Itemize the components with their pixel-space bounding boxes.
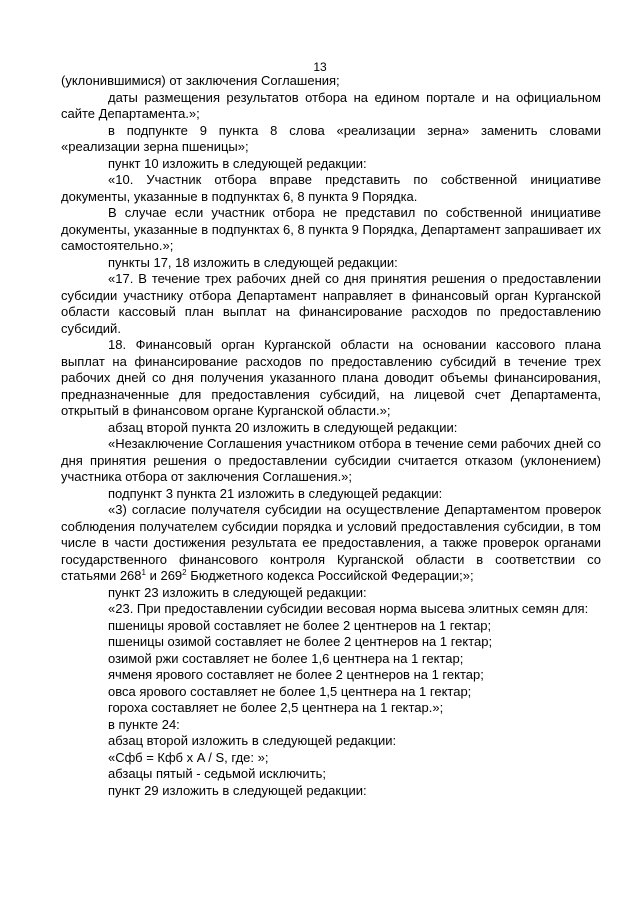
paragraph: пункт 29 изложить в следующей редакции: — [108, 782, 367, 798]
paragraph: в пункте 24: — [108, 716, 180, 732]
paragraph: в подпункте 9 пункта 8 слова «реализации зерна» заменить словами «реализации зерна пшеницы»; — [61, 122, 601, 154]
formula-line: «Сфб = Кфб х A / S, где: »; — [108, 749, 269, 765]
paragraph: абзацы пятый - седьмой исключить; — [108, 766, 327, 781]
list-item: ячменя ярового составляет не более 2 центнеров на 1 гектар; — [108, 667, 484, 682]
paragraph: пункты 17, 18 изложить в следующей редакции: — [108, 254, 398, 270]
paragraph: «10. Участник отбора вправе представить по собственной инициативе документы, указанные в подпунктах 6, 8 пункта 9 Порядка. — [61, 172, 601, 204]
paragraph-text: и 269 — [145, 568, 183, 583]
paragraph: (уклонившимися) от заключения Соглашения; — [61, 73, 340, 88]
paragraph-text: Бюджетного кодекса Российской Федерации;»; — [186, 568, 474, 583]
paragraph: В случае если участник отбора не представил по собственной инициативе документы, указанные в подпунктах 6, 8 пункта 9 Порядка, Департамент запрашивает их самостоятельно.»; — [61, 205, 601, 253]
paragraph-text: «3) согласие получателя субсидии на осуществление Департаментом проверок соблюдения получателем субсидии порядка и условий предоставления субсидии, в том числе в части достижения результата ее предоставления, а также проверок органами государственного финансового контроля Курганской области в соответствии со статьями 268 — [61, 502, 601, 583]
document-body — [61, 73, 601, 799]
paragraph: абзац второй пункта 20 изложить в следующей редакции: — [108, 419, 458, 435]
paragraph: «Незаключение Соглашения участником отбора в течение семи рабочих дней со дня принятия решения о предоставлении субсидии считается отказом (уклонением) участника отбора от заключения Соглашения.»; — [61, 436, 601, 484]
list-item: пшеницы озимой составляет не более 2 центнеров на 1 гектар; — [108, 634, 493, 649]
paragraph: даты размещения результатов отбора на едином портале и на официальном сайте Департамента.»; — [61, 89, 601, 121]
paragraph: пункт 10 изложить в следующей редакции: — [108, 155, 367, 171]
list-item: овса ярового составляет не более 1,5 центнера на 1 гектар; — [108, 683, 472, 699]
paragraph: пункт 23 изложить в следующей редакции: — [108, 584, 367, 600]
superscript: 2 — [182, 568, 187, 577]
paragraph-with-footnotes — [61, 502, 601, 585]
paragraph: «23. При предоставлении субсидии весовая норма высева элитных семян для: — [108, 601, 589, 616]
list-item: гороха составляет не более 2,5 центнера на 1 гектар.»; — [108, 700, 444, 715]
paragraph: 18. Финансовый орган Курганской области на основании кассового плана выплат на финансирование расходов по предоставлению субсидий в течение трех рабочих дней со дня получения указанного плана доводит объемы финансирования, предназначенные для предоставления субсидий, на лицевой счет Департамента, открытый в финансовом органе Курганской области.»; — [61, 337, 601, 418]
superscript: 1 — [141, 568, 146, 577]
paragraph: абзац второй изложить в следующей редакции: — [108, 733, 397, 748]
paragraph: «17. В течение трех рабочих дней со дня принятия решения о предоставлении субсидии участнику отбора Департамент направляет в финансовый орган Курганской области кассовый план выплат на финансирование расходов по предоставлению субсидий. — [61, 271, 601, 336]
page-number: 13 — [313, 60, 327, 74]
paragraph: подпункт 3 пункта 21 изложить в следующей редакции: — [108, 485, 443, 501]
list-item: пшеницы яровой составляет не более 2 центнеров на 1 гектар; — [108, 617, 492, 633]
list-item: озимой ржи составляет не более 1,6 центнера на 1 гектар; — [108, 650, 464, 666]
